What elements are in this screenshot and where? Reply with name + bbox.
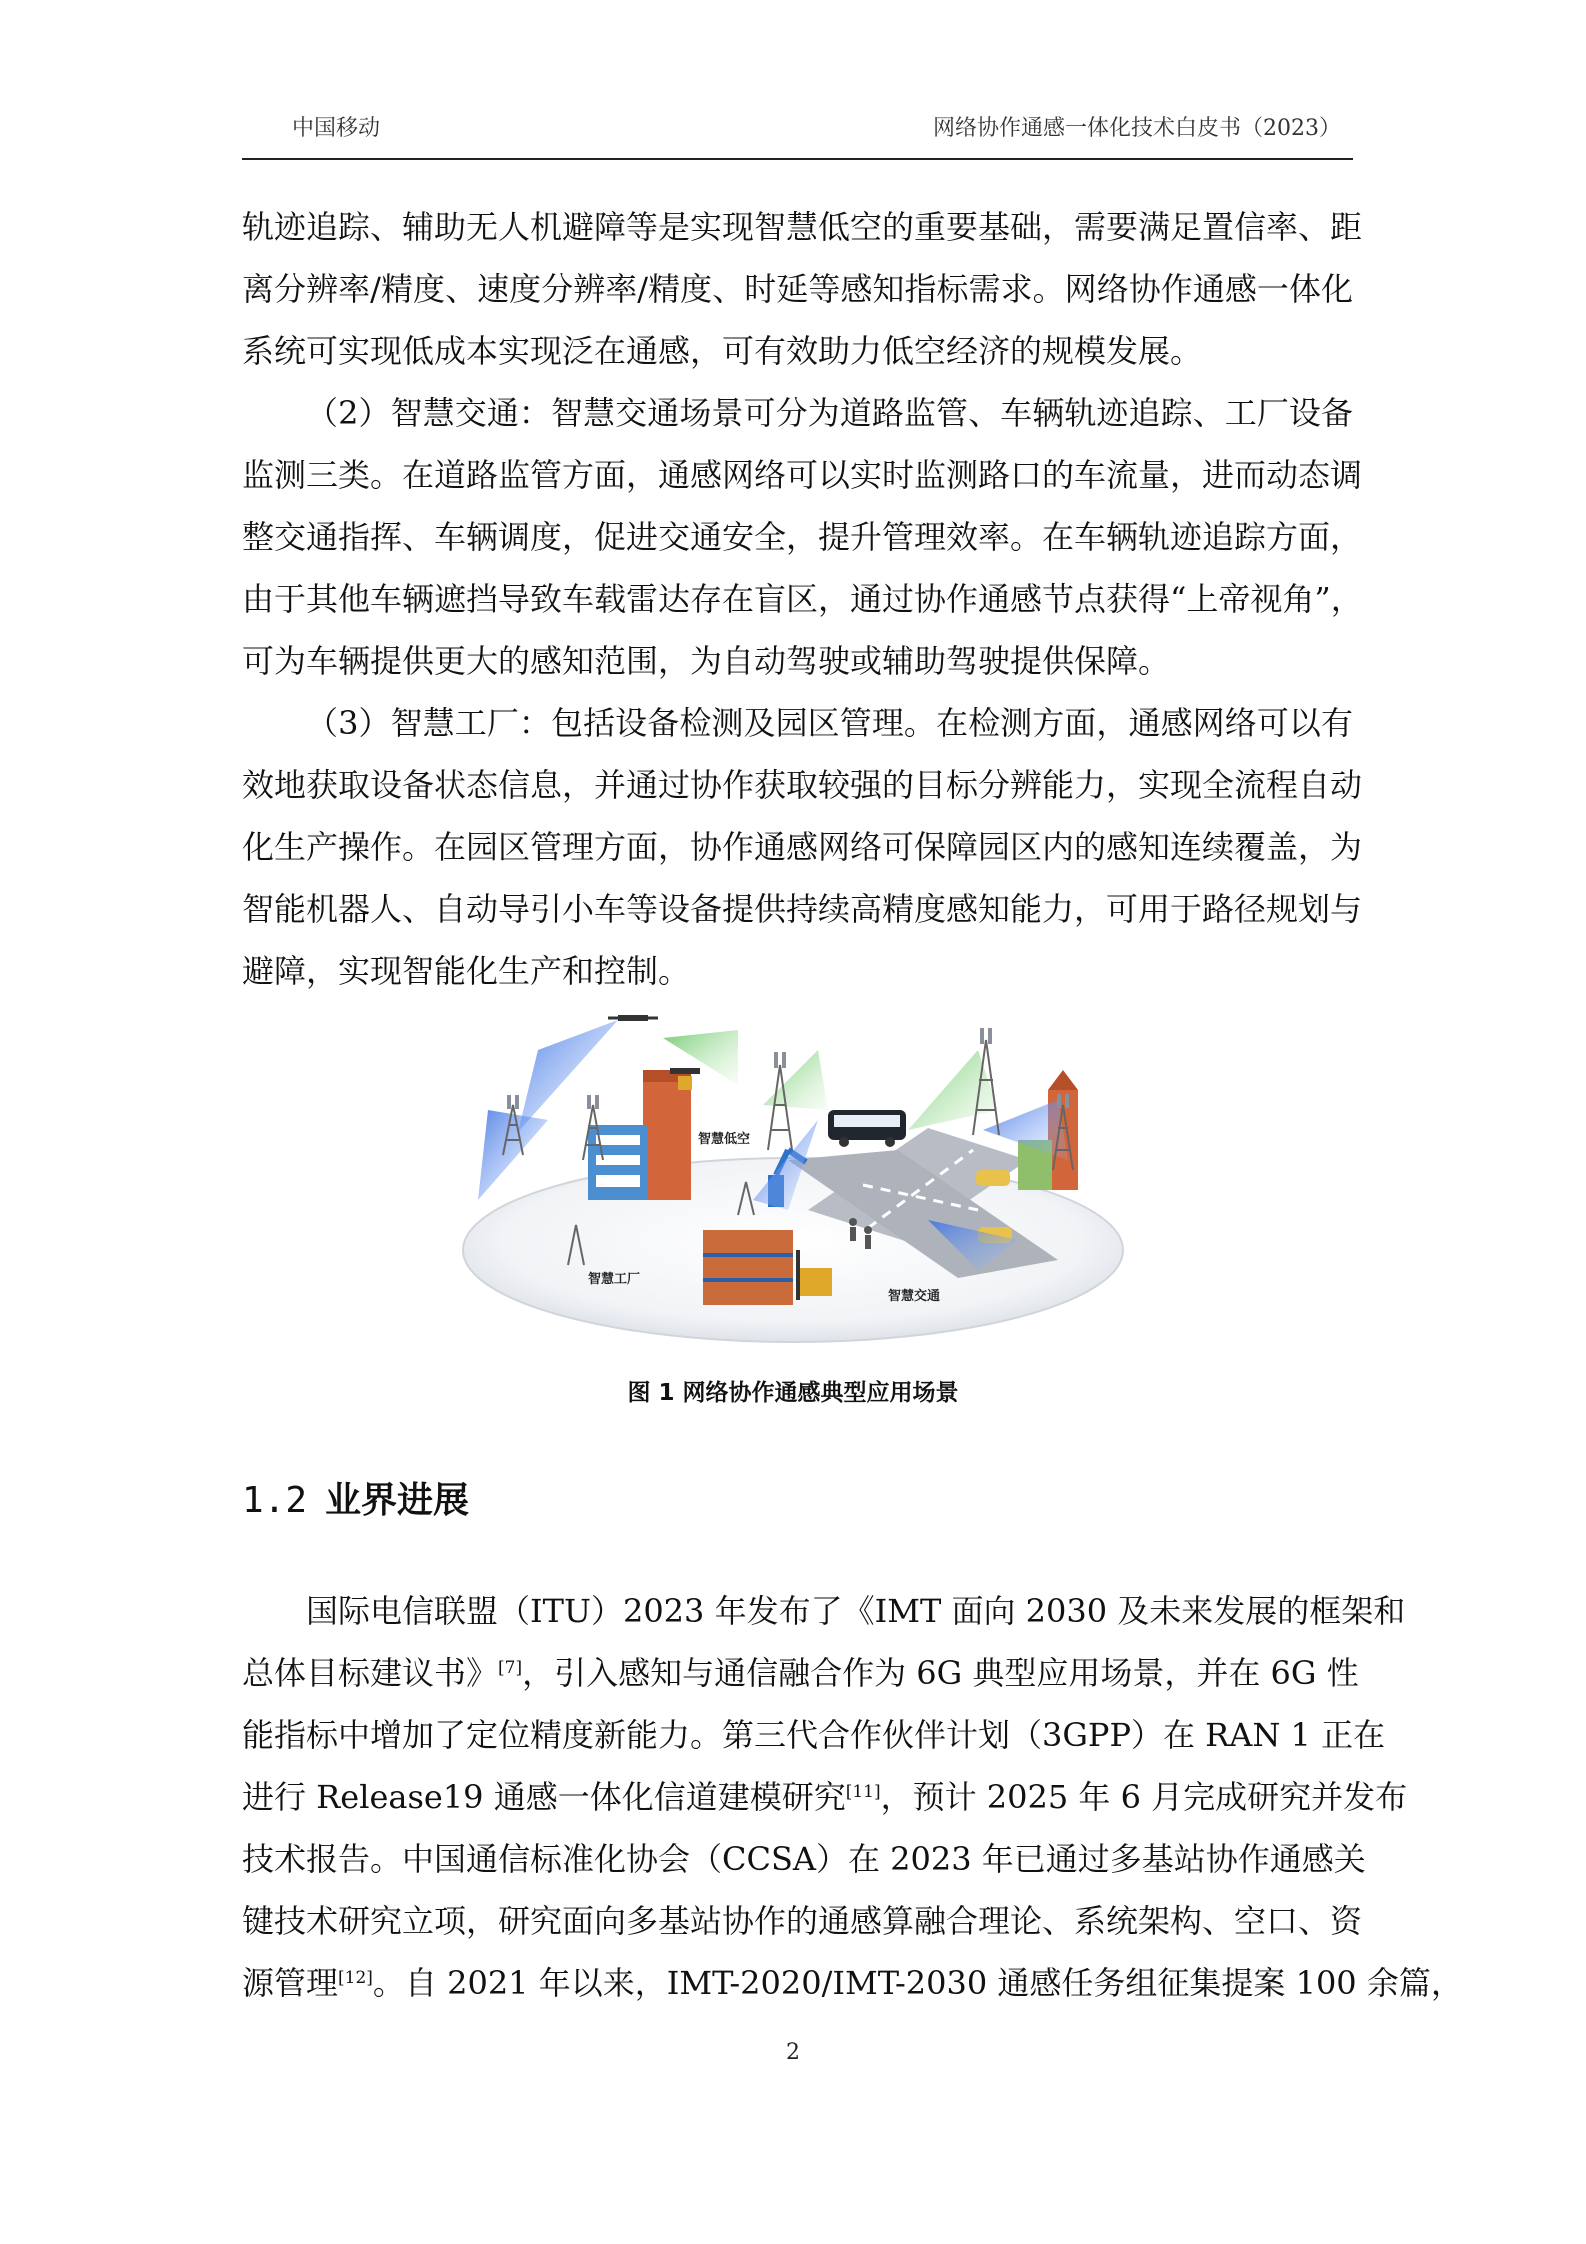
text-line: （3）智慧工厂：包括设备检测及园区管理。在检测方面，通感网络可以有 xyxy=(306,704,1353,742)
text-span: 总体目标建议书》 xyxy=(242,1654,499,1692)
text-line: 离分辨率/精度、速度分辨率/精度、时延等感知指标需求。网络协作通感一体化 xyxy=(242,270,1353,308)
section-title-text: 业界进展 xyxy=(325,1479,470,1521)
text-line: （2）智慧交通：智慧交通场景可分为道路监管、车辆轨迹追踪、工厂设备 xyxy=(306,394,1353,432)
bus-icon xyxy=(828,1110,906,1147)
text-span: ，引入感知与通信融合作为 6G 典型应用场景，并在 6G 性 xyxy=(522,1654,1359,1692)
text-line: 效地获取设备状态信息，并通过协作获取较强的目标分辨能力，实现全流程自动 xyxy=(242,766,1363,804)
text-span: ，预计 2025 年 6 月完成研究并发布 xyxy=(880,1778,1408,1816)
text-line: 智能机器人、自动导引小车等设备提供持续高精度感知能力，可用于路径规划与 xyxy=(242,890,1363,928)
label-factory: 智慧工厂 xyxy=(588,1272,641,1287)
section-heading xyxy=(242,1472,469,1523)
text-line: 可为车辆提供更大的感知范围，为自动驾驶或辅助驾驶提供保障。 xyxy=(242,642,1171,680)
text-span: 源管理 xyxy=(242,1964,339,2002)
header-left: 中国移动 xyxy=(292,116,381,141)
text-line xyxy=(242,1766,1408,1828)
text-line: 整交通指挥、车辆调度，促进交通安全，提升管理效率。在车辆轨迹追踪方面， xyxy=(242,518,1363,556)
text-line xyxy=(242,1642,1359,1704)
citation-ref[interactable]: [12] xyxy=(338,1968,373,1988)
text-line: 避障，实现智能化生产和控制。 xyxy=(242,952,691,990)
section-number: 1.2 xyxy=(242,1480,308,1521)
text-span: 。自 2021 年以来，IMT-2020/IMT-2030 通感任务组征集提案 100 余篇， xyxy=(372,1964,1463,2002)
scenario-illustration xyxy=(458,1010,1128,1345)
label-low-altitude: 智慧低空 xyxy=(698,1132,751,1147)
header-rule xyxy=(242,158,1353,160)
header-right: 网络协作通感一体化技术白皮书（2023） xyxy=(933,116,1341,141)
figure-caption: 图 1 网络协作通感典型应用场景 xyxy=(627,1380,959,1406)
text-line: 系统可实现低成本实现泛在通感，可有效助力低空经济的规模发展。 xyxy=(242,332,1203,370)
text-line: 能指标中增加了定位精度新能力。第三代合作伙伴计划（3GPP）在 RAN 1 正在 xyxy=(242,1716,1386,1754)
text-line: 由于其他车辆遮挡导致车载雷达存在盲区，通过协作通感节点获得“上帝视角”， xyxy=(242,580,1363,618)
page-number: 2 xyxy=(786,2040,800,2065)
text-line: 键技术研究立项，研究面向多基站协作的通感算融合理论、系统架构、空口、资 xyxy=(242,1902,1363,1940)
text-span: 进行 Release19 通感一体化信道建模研究 xyxy=(242,1778,846,1816)
label-traffic: 智慧交通 xyxy=(888,1289,941,1304)
text-line: 轨迹追踪、辅助无人机避障等是实现智慧低空的重要基础，需要满足置信率、距 xyxy=(242,208,1363,246)
text-line xyxy=(242,1952,1463,2014)
citation-ref[interactable]: [7] xyxy=(498,1658,523,1678)
citation-ref[interactable]: [11] xyxy=(845,1782,881,1802)
text-line: 国际电信联盟（ITU）2023 年发布了《IMT 面向 2030 及未来发展的框架和 xyxy=(306,1592,1406,1630)
text-line: 监测三类。在道路监管方面，通感网络可以实时监测路口的车流量，进而动态调 xyxy=(242,456,1363,494)
text-line: 化生产操作。在园区管理方面，协作通感网络可保障园区内的感知连续覆盖，为 xyxy=(242,828,1363,866)
text-line: 技术报告。中国通信标准化协会（CCSA）在 2023 年已通过多基站协作通感关 xyxy=(242,1840,1366,1878)
